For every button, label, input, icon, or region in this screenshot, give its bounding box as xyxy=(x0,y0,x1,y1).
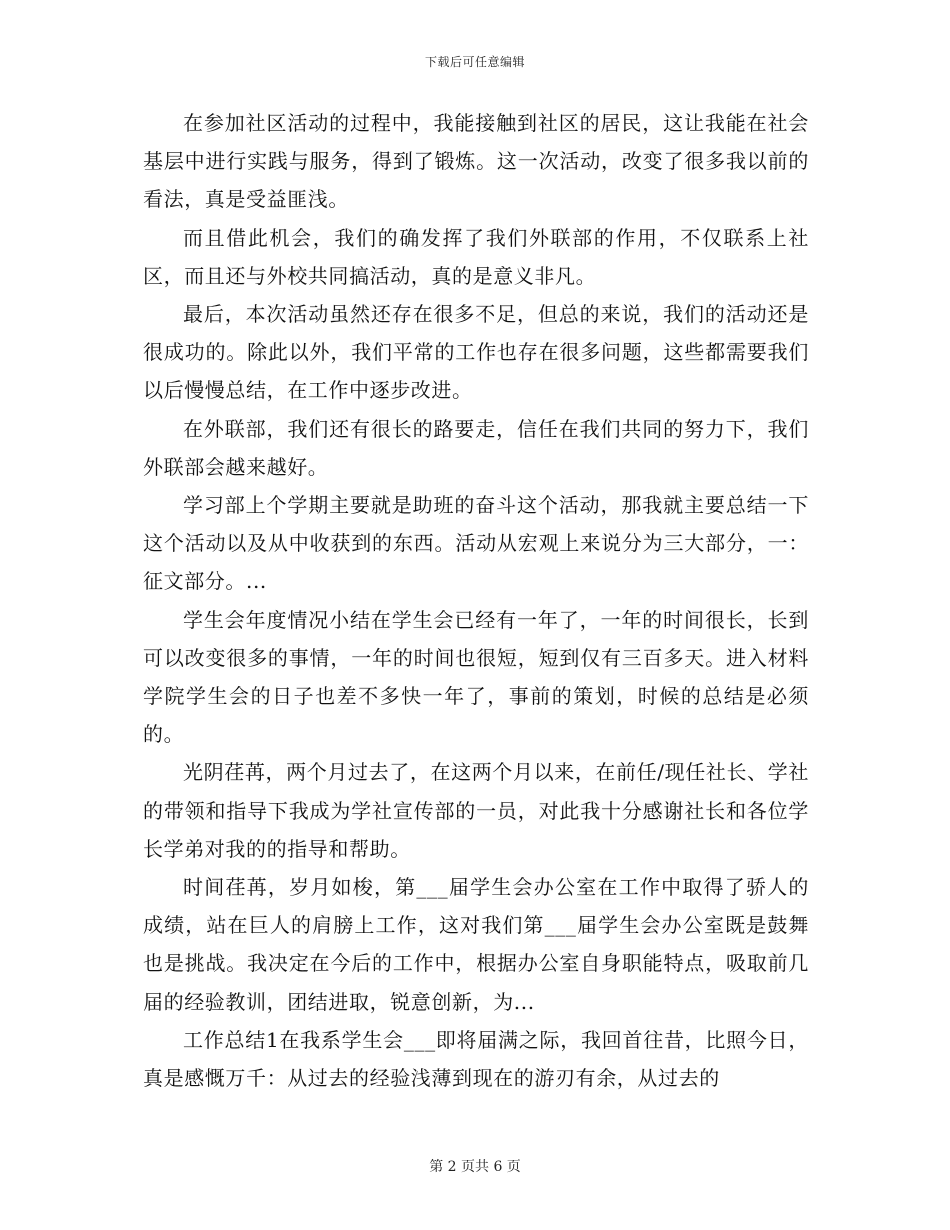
paragraph-9: 工作总结1在我系学生会___即将届满之际，我回首往昔，比照今日，真是感慨万千：从过去的经验浅薄到现在的游刃有余，从过去的 xyxy=(143,1027,809,1091)
paragraph-8: 时间荏苒，岁月如梭，第___届学生会办公室在工作中取得了骄人的成绩，站在巨人的肩膀上工作，这对我们第___届学生会办公室既是鼓舞也是挑战。我决定在今后的工作中，根据办公室自身职能特点，吸取前几届的经验教训，团结进取，锐意创新，为... xyxy=(143,875,809,1014)
paragraph-3: 最后，本次活动虽然还存在很多不足，但总的来说，我们的活动还是很成功的。除此以外，我们平常的工作也存在很多问题，这些都需要我们以后慢慢总结，在工作中逐步改进。 xyxy=(143,302,809,403)
paragraph-6: 学生会年度情况小结在学生会已经有一年了，一年的时间很长，长到可以改变很多的事情，一年的时间也很短，短到仅有三百多天。进入材料学院学生会的日子也差不多快一年了，事前的策划，时候的总结是必须的。 xyxy=(143,607,809,747)
paragraph-2: 而且借此机会，我们的确发挥了我们外联部的作用，不仅联系上社区，而且还与外校共同搞活动，真的是意义非凡。 xyxy=(143,225,809,288)
page-header: 下载后可任意编辑 xyxy=(424,55,525,69)
page-footer: 第 2 页共 6 页 xyxy=(429,1159,521,1175)
document-body xyxy=(143,104,809,1097)
paragraph-1: 在参加社区活动的过程中，我能接触到社区的居民，这让我能在社会基层中进行实践与服务，得到了锻炼。这一次活动，改变了很多我以前的看法，真是受益匪浅。 xyxy=(143,111,809,212)
paragraph-4: 在外联部，我们还有很长的路要走，信任在我们共同的努力下，我们外联部会越来越好。 xyxy=(143,416,809,479)
paragraph-7: 光阴荏苒，两个月过去了，在这两个月以来，在前任/现任社长、学社的带领和指导下我成为学社宣传部的一员，对此我十分感谢社长和各位学长学弟对我的的指导和帮助。 xyxy=(143,760,809,861)
paragraph-5: 学习部上个学期主要就是助班的奋斗这个活动，那我就主要总结一下这个活动以及从中收获到的东西。活动从宏观上来说分为三大部分，一：征文部分。... xyxy=(143,493,809,594)
